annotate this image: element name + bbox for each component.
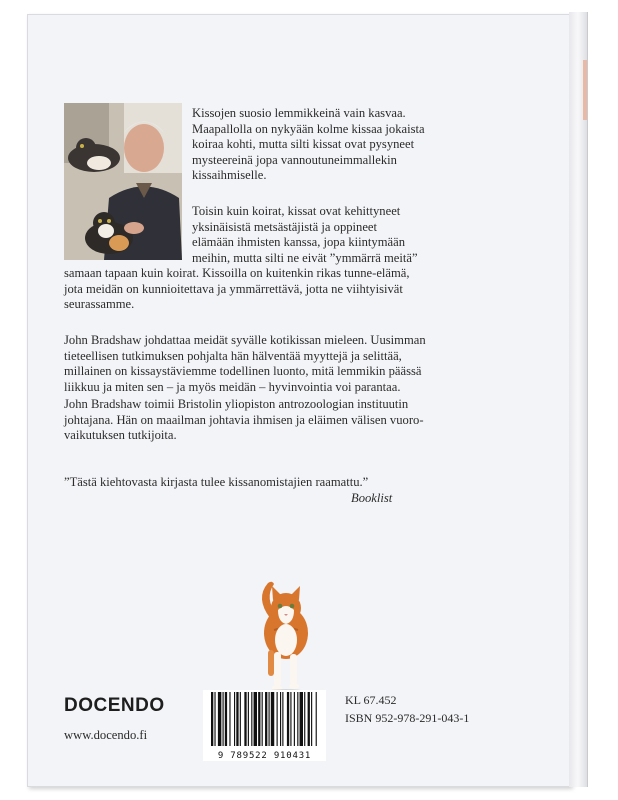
author-photo bbox=[64, 103, 182, 260]
second-paragraph-line: samaan tapaan kuin koirat. Kissoilla on kuitenkin rikas tunne-elämä, bbox=[64, 266, 410, 280]
review-source: Booklist bbox=[351, 491, 393, 505]
third-paragraph-line: tieteellisen tutkimuksen pohjalta hän hälventää myyttejä ja selittää, bbox=[64, 348, 402, 363]
third-paragraph-line: liikkuu ja miten sen – ja myös meidän – hyvinvointia voi parantaa. bbox=[64, 379, 401, 394]
author-bio-paragraph bbox=[64, 397, 424, 444]
second-paragraph-line: seurassamme. bbox=[64, 297, 135, 311]
isbn-number: ISBN 952-978-291-043-1 bbox=[345, 711, 470, 725]
author-bio-line: John Bradshaw toimii Bristolin yliopiston antrozoologian instituutin bbox=[64, 397, 409, 411]
author-bio-line: vaikutuksen tutkijoita. bbox=[64, 428, 177, 442]
second-paragraph-line: meihin, mutta silti ne eivät ”ymmärrä meitä” bbox=[192, 250, 418, 265]
intro-line: mysteereinä jopa vannoutuneimmallekin bbox=[192, 152, 397, 167]
intro-line: Kissojen suosio lemmikkeinä vain kasvaa. bbox=[192, 106, 406, 120]
barcode bbox=[203, 690, 326, 761]
intro-paragraph bbox=[192, 106, 425, 184]
publisher-logo: DOCENDO bbox=[64, 695, 165, 716]
spine-color-mark bbox=[583, 60, 587, 120]
third-paragraph-line: John Bradshaw johdattaa meidät syvälle kotikissan mieleen. Uusimman bbox=[64, 333, 426, 347]
second-paragraph-line: jota meidän on kunnioitettava ja ymmärrettävä, jotta ne viihtyisivät bbox=[64, 281, 403, 296]
second-paragraph-line: elämään ihmisten kanssa, jopa kiintymään bbox=[192, 235, 405, 249]
second-paragraph-wrapped bbox=[192, 204, 418, 266]
review-quote bbox=[64, 475, 368, 491]
second-paragraph-full bbox=[64, 266, 410, 313]
second-paragraph-line: yksinäisistä metsästäjistä ja oppineet bbox=[192, 219, 378, 234]
author-bio-line: johtajana. Hän on maailman johtavia ihmisen ja eläimen välisen vuoro- bbox=[64, 412, 424, 427]
third-paragraph-line: millainen on kissaystäviemme todellinen luonto, mitä lemmikin päässä bbox=[64, 364, 422, 378]
book-spine bbox=[569, 12, 588, 787]
walking-cat-illustration bbox=[250, 578, 322, 696]
intro-line: kissaihmiselle. bbox=[192, 168, 267, 182]
barcode-bars bbox=[203, 690, 326, 750]
intro-line: Maapallolla on nykyään kolme kissaa jokaista bbox=[192, 121, 425, 136]
barcode-digits: 9 789522 910431 bbox=[217, 751, 312, 761]
intro-line: koiraa kohti, mutta silti kissat ovat pysyneet bbox=[192, 137, 415, 151]
review-quote-text: ”Tästä kiehtovasta kirjasta tulee kissanomistajien raamattu.” bbox=[64, 475, 369, 489]
second-paragraph-line: Toisin kuin koirat, kissat ovat kehittyneet bbox=[192, 204, 401, 218]
third-paragraph bbox=[64, 333, 426, 395]
publisher-website: www.docendo.fi bbox=[64, 728, 148, 742]
author-photo-illustration bbox=[64, 103, 182, 260]
classification-code: KL 67.452 bbox=[345, 693, 397, 707]
